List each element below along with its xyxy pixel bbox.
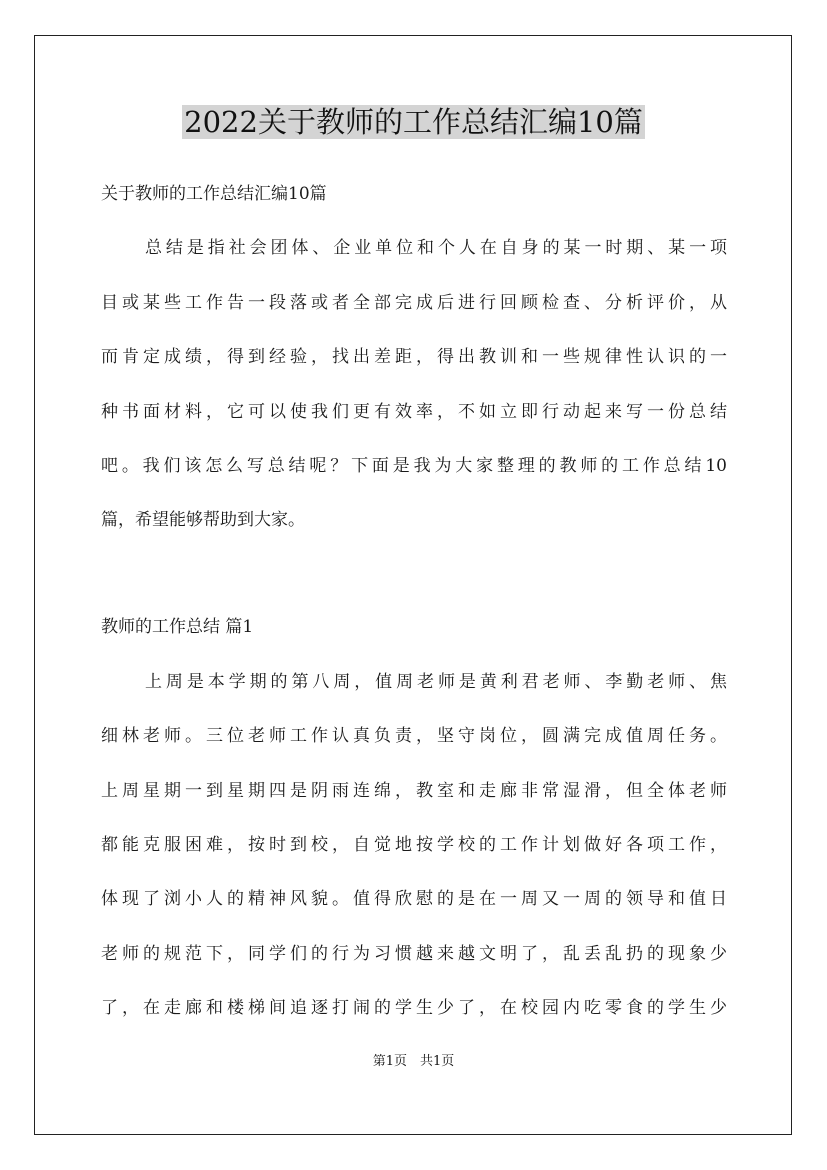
section-line: 都能克服困难，按时到校，自觉地按学校的工作计划做好各项工作， bbox=[101, 835, 727, 855]
intro-line: 总结是指社会团体、企业单位和个人在自身的某一时期、某一项 bbox=[145, 238, 727, 258]
section-line: 体现了浏小人的精神风貌。值得欣慰的是在一周又一周的领导和值日 bbox=[101, 889, 727, 909]
section-line: 上周星期一到星期四是阴雨连绵，教室和走廊非常湿滑，但全体老师 bbox=[101, 781, 727, 801]
intro-line: 目或某些工作告一段落或者全部完成后进行回顾检查、分析评价，从 bbox=[101, 293, 727, 313]
section-line: 细林老师。三位老师工作认真负责，坚守岗位，圆满完成值周任务。 bbox=[101, 726, 727, 746]
document-title-text: 2022关于教师的工作总结汇编10篇 bbox=[184, 105, 643, 139]
section-line: 老师的规范下，同学们的行为习惯越来越文明了，乱丢乱扔的现象少 bbox=[101, 944, 727, 964]
intro-line: 种书面材料，它可以使我们更有效率，不如立即行动起来写一份总结 bbox=[101, 402, 727, 422]
intro-line: 篇，希望能够帮助到大家。 bbox=[101, 510, 305, 530]
intro-line: 而肯定成绩，得到经验，找出差距，得出教训和一些规律性认识的一 bbox=[101, 347, 727, 367]
document-title bbox=[0, 100, 827, 144]
section-heading: 教师的工作总结 篇1 bbox=[101, 617, 254, 637]
document-subtitle: 关于教师的工作总结汇编10篇 bbox=[101, 184, 327, 204]
page-number-footer: 第1页 共1页 bbox=[372, 1054, 455, 1069]
section-line: 了，在走廊和楼梯间追逐打闹的学生少了，在校园内吃零食的学生少 bbox=[101, 998, 727, 1018]
intro-line: 吧。我们该怎么写总结呢？下面是我为大家整理的教师的工作总结10 bbox=[101, 456, 727, 476]
section-line: 上周是本学期的第八周，值周老师是黄利君老师、李勤老师、焦 bbox=[145, 672, 727, 692]
